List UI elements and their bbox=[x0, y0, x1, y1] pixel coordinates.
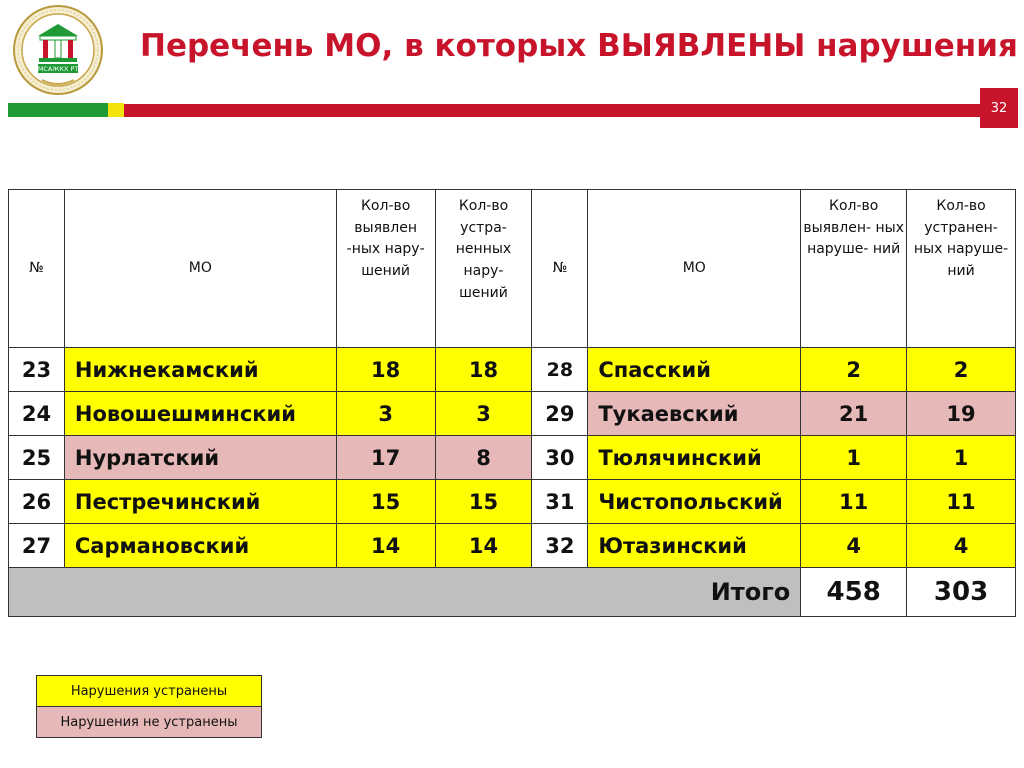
row-fixed: 14 bbox=[435, 524, 532, 568]
row-fixed: 15 bbox=[435, 480, 532, 524]
row-fixed: 11 bbox=[907, 480, 1016, 524]
table-row bbox=[9, 392, 1016, 436]
row-mo: Тукаевский bbox=[588, 392, 801, 436]
row-found: 3 bbox=[336, 392, 435, 436]
flag-bar-green bbox=[8, 103, 108, 117]
violations-table bbox=[8, 189, 1016, 617]
row-fixed: 3 bbox=[435, 392, 532, 436]
row-num: 26 bbox=[9, 480, 65, 524]
row-found: 4 bbox=[801, 524, 907, 568]
header-found-right: Кол-во выявлен- ных наруше- ний bbox=[801, 190, 907, 348]
row-found: 11 bbox=[801, 480, 907, 524]
row-fixed: 19 bbox=[907, 392, 1016, 436]
row-mo: Чистопольский bbox=[588, 480, 801, 524]
row-mo: Тюлячинский bbox=[588, 436, 801, 480]
row-num: 32 bbox=[532, 524, 588, 568]
row-mo: Ютазинский bbox=[588, 524, 801, 568]
header-mo-right: МО bbox=[588, 190, 801, 348]
row-found: 17 bbox=[336, 436, 435, 480]
header-fixed-left: Кол-во устра- ненных нару- шений bbox=[435, 190, 532, 348]
table-row bbox=[9, 524, 1016, 568]
header-found-left: Кол-во выявлен -ных нару- шений bbox=[336, 190, 435, 348]
row-found: 2 bbox=[801, 348, 907, 392]
row-found: 1 bbox=[801, 436, 907, 480]
legend bbox=[36, 675, 262, 738]
row-mo: Новошешминский bbox=[64, 392, 336, 436]
row-fixed: 18 bbox=[435, 348, 532, 392]
page-number: 32 bbox=[980, 88, 1018, 128]
row-mo: Нижнекамский bbox=[64, 348, 336, 392]
row-num: 27 bbox=[9, 524, 65, 568]
header-mo-left: МО bbox=[64, 190, 336, 348]
total-found: 458 bbox=[801, 568, 907, 617]
row-num: 23 bbox=[9, 348, 65, 392]
header-num-right: № bbox=[532, 190, 588, 348]
table-row bbox=[9, 348, 1016, 392]
header-fixed-right: Кол-во устранен- ных наруше- ний bbox=[907, 190, 1016, 348]
row-fixed: 4 bbox=[907, 524, 1016, 568]
row-fixed: 8 bbox=[435, 436, 532, 480]
total-fixed: 303 bbox=[907, 568, 1016, 617]
row-mo: Пестречинский bbox=[64, 480, 336, 524]
row-mo: Сармановский bbox=[64, 524, 336, 568]
legend-not-fixed: Нарушения не устранены bbox=[37, 707, 262, 738]
row-found: 21 bbox=[801, 392, 907, 436]
row-num: 24 bbox=[9, 392, 65, 436]
legend-fixed: Нарушения устранены bbox=[37, 676, 262, 707]
row-found: 14 bbox=[336, 524, 435, 568]
row-fixed: 2 bbox=[907, 348, 1016, 392]
total-label: Итого bbox=[9, 568, 801, 617]
row-num: 31 bbox=[532, 480, 588, 524]
row-fixed: 1 bbox=[907, 436, 1016, 480]
row-mo: Нурлатский bbox=[64, 436, 336, 480]
header-num-left: № bbox=[9, 190, 65, 348]
table-header-row bbox=[9, 190, 1016, 348]
table-row bbox=[9, 480, 1016, 524]
row-num: 30 bbox=[532, 436, 588, 480]
page-title: Перечень МО, в которых ВЫЯВЛЕНЫ нарушения bbox=[140, 28, 1018, 64]
table-row bbox=[9, 436, 1016, 480]
flag-bar-yellow bbox=[108, 103, 124, 117]
row-num: 29 bbox=[532, 392, 588, 436]
row-found: 18 bbox=[336, 348, 435, 392]
organization-logo bbox=[12, 4, 104, 96]
logo-text: МСАЖКХ РТ bbox=[37, 65, 79, 73]
row-found: 15 bbox=[336, 480, 435, 524]
row-mo: Спасский bbox=[588, 348, 801, 392]
row-num: 28 bbox=[532, 348, 588, 392]
row-num: 25 bbox=[9, 436, 65, 480]
total-row bbox=[9, 568, 1016, 617]
flag-bar-red bbox=[124, 104, 980, 117]
